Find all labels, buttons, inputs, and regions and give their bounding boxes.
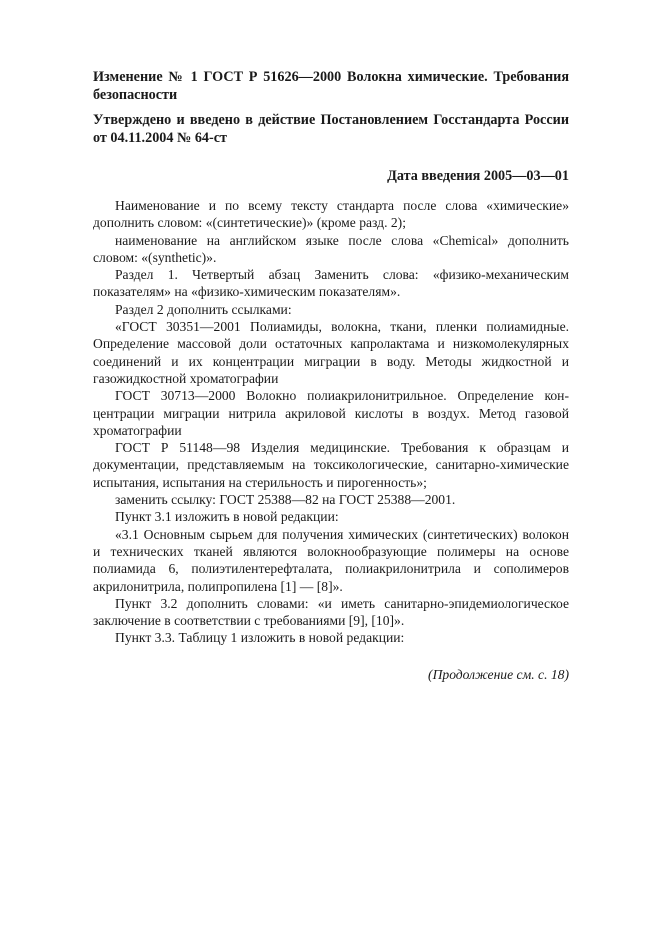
paragraph: заменить ссылку: ГОСТ 25388—82 на ГОСТ 25388—2001. [115, 492, 456, 508]
document-title: Изменение № 1 ГОСТ Р 51626—2000 Волокна химические. Требования безопасности [93, 69, 569, 103]
paragraph: ГОСТ Р 51148—98 Изделия медицинские. Требования к образцам и документации, представляемым на токсикологические, санитарно-химические испытания, испытания на стерильность и пирогенность»; [93, 440, 569, 490]
paragraph: ГОСТ 30713—2000 Волокно полиакрилонитрильное. Определение концентрации миграции нитрила акриловой кислоты в воздух. Метод газовой хроматографии [93, 388, 569, 438]
document-page [93, 68, 569, 647]
paragraph: Пункт 3.2 дополнить словами: «и иметь санитарно-эпидемиологическое заключение в соответствии с требованиями [9], [10]». [93, 595, 569, 629]
paragraph: наименование на английском языке после слова «Chemical» дополнить словом: «(synthetic)». [93, 232, 569, 265]
effective-date: Дата введения 2005—03—01 [387, 168, 569, 184]
approval-line: Утверждено и введено в действие Постановлением Госстандарта России от 04.11.2004 № 64-ст [93, 112, 569, 146]
paragraph: Раздел 1. Четвертый абзац Заменить слова: «физико-механическим показателям» на «физико-химическим показателям». [93, 267, 569, 300]
paragraph: Пункт 3.1 изложить в новой редакции: [115, 509, 339, 525]
paragraph: Раздел 2 дополнить ссылками: [115, 301, 292, 317]
paragraph: «ГОСТ 30351—2001 Полиамиды, волокна, ткани, пленки полиамидные. Определение массовой доли остаточных капролактама и низкомолекулярных соединений и их концентрации миграции в воду. Методы жидкостной и газожидкостной хроматографии [93, 319, 569, 386]
body-text [93, 197, 569, 647]
paragraph: Пункт 3.3. Таблицу 1 изложить в новой редакции: [115, 630, 405, 646]
paragraph: Наименование и по всему тексту стандарта после слова «химические» дополнить словом: «(синтетические)» (кроме разд. 2); [93, 198, 569, 231]
continuation-note: (Продолжение см. с. 18) [428, 667, 569, 682]
paragraph: «3.1 Основным сырьем для получения химических (синтетических) волокон и технических тканей являются волокнообразующие полимеры на основе полиамида 6, полиэтилентерефталата, полиакрилонитрила и сополимеров акрилонитрила, полипропилена [1] — [8]». [93, 526, 569, 594]
